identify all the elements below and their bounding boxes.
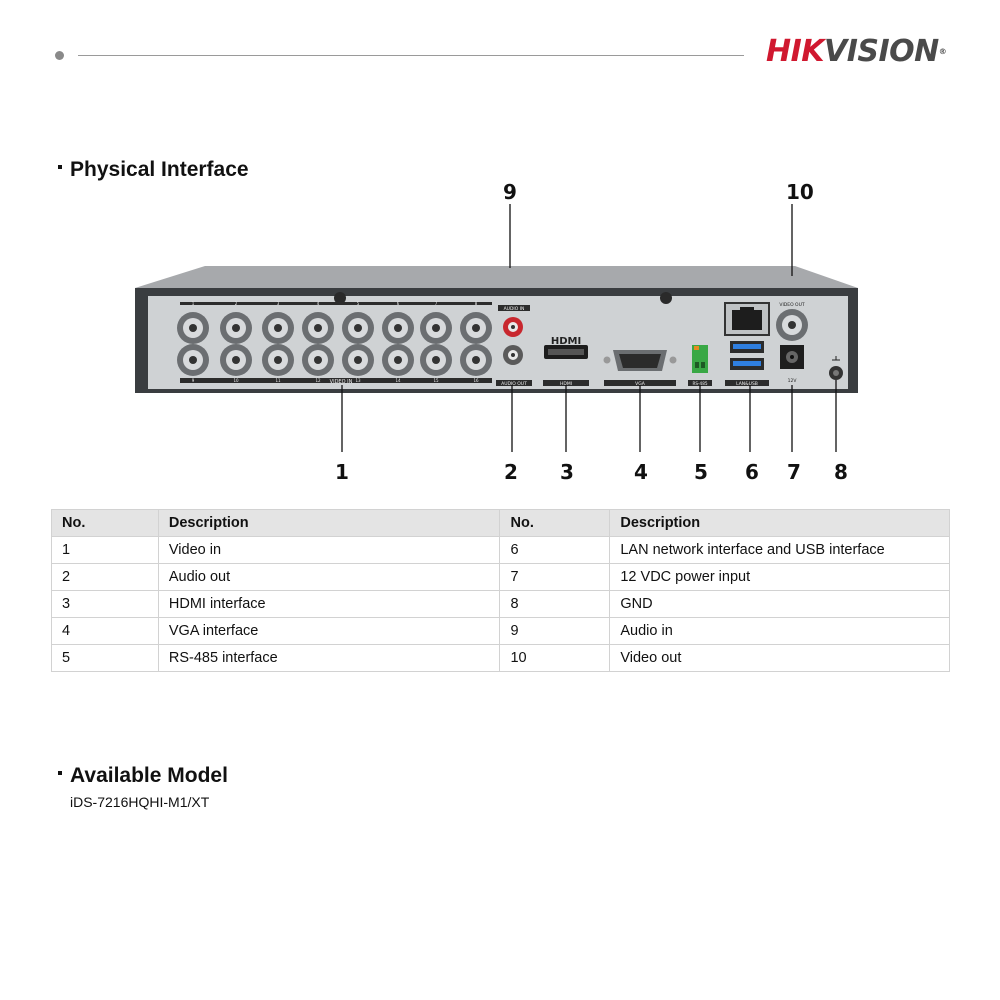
cell-no: 6 [500, 537, 610, 564]
header-description: Description [610, 510, 950, 537]
vga-label: VGA [635, 382, 645, 387]
cell-no: 1 [52, 537, 159, 564]
model-number: iDS-7216HQHI-M1/XT [70, 794, 210, 810]
header-rule [78, 55, 744, 56]
table-row [52, 564, 950, 591]
bnc-connector-icon [220, 312, 252, 344]
bnc-connector-icon [382, 312, 414, 344]
video-in-label: VIDEO IN [329, 379, 353, 385]
callout-6: 6 [745, 460, 759, 484]
callout-10: 10 [786, 180, 814, 204]
header-no: No. [500, 510, 610, 537]
bullet-icon [58, 771, 62, 775]
lan-usb-label: LAN&USB [736, 382, 758, 387]
cell-description: Video out [610, 645, 950, 672]
channel-number-bottom: 9 [191, 378, 195, 383]
cell-description: Audio in [610, 618, 950, 645]
table-header-row [52, 510, 950, 537]
channel-number-top: 2 [234, 301, 238, 306]
cell-no: 8 [500, 591, 610, 618]
dvr-rear-panel-illustration [0, 180, 1000, 490]
available-model-heading [58, 764, 228, 788]
bnc-connector-icon [342, 344, 374, 376]
bnc-connector-icon [302, 344, 334, 376]
hdmi-label: HDMI [559, 382, 573, 387]
audio-in-label: AUDIO IN [503, 307, 525, 312]
bnc-connector-icon [342, 312, 374, 344]
cell-no: 5 [52, 645, 159, 672]
physical-interface-heading [58, 158, 249, 182]
chassis-top [135, 266, 858, 288]
cell-no: 3 [52, 591, 159, 618]
cell-description: LAN network interface and USB interface [610, 537, 950, 564]
bnc-connector-icon [302, 312, 334, 344]
video-out-bnc-icon [776, 309, 808, 341]
rca-audio-in-icon [503, 317, 523, 337]
rs485-label: RS-485 [692, 381, 708, 386]
bnc-connector-icon [262, 312, 294, 344]
lan-port-icon [725, 303, 769, 335]
callout-2: 2 [504, 460, 518, 484]
bnc-connector-icon [420, 344, 452, 376]
channel-number-bottom: 12 [315, 378, 321, 383]
video-in-top-bar [180, 302, 492, 305]
bnc-connector-icon [420, 312, 452, 344]
cell-description: 12 VDC power input [610, 564, 950, 591]
logo-part-red: HIK [766, 34, 825, 69]
header-no: No. [52, 510, 159, 537]
channel-number-bottom: 16 [473, 378, 479, 383]
channel-number-top: 3 [276, 301, 280, 306]
cell-description: VGA interface [158, 618, 500, 645]
header-description: Description [158, 510, 500, 537]
channel-number-top: 6 [396, 301, 400, 306]
cell-no: 4 [52, 618, 159, 645]
header-dot [55, 51, 64, 60]
cell-no: 10 [500, 645, 610, 672]
channel-number-bottom: 10 [233, 378, 239, 383]
usb-port-icon [730, 358, 764, 370]
bnc-connector-icon [177, 312, 209, 344]
cell-description: Audio out [158, 564, 500, 591]
logo-part-gray: VISION [824, 34, 939, 69]
cell-no: 9 [500, 618, 610, 645]
cell-no: 7 [500, 564, 610, 591]
cell-no: 2 [52, 564, 159, 591]
video-out-label: VIDEO OUT [779, 303, 805, 308]
callout-1: 1 [335, 460, 349, 484]
bnc-connector-icon [262, 344, 294, 376]
table-row [52, 591, 950, 618]
bnc-connector-icon [220, 344, 252, 376]
callout-4: 4 [634, 460, 648, 484]
bnc-connector-icon [460, 312, 492, 344]
callout-7: 7 [787, 460, 801, 484]
power-label: 12V [787, 379, 797, 384]
screw-icon [660, 292, 672, 304]
channel-number-bottom: 15 [433, 378, 439, 383]
callout-5: 5 [694, 460, 708, 484]
cell-description: GND [610, 591, 950, 618]
cell-description: HDMI interface [158, 591, 500, 618]
hdmi-port-inner [548, 349, 584, 355]
bnc-connector-icon [382, 344, 414, 376]
channel-number-top: 7 [434, 301, 438, 306]
channel-number-bottom: 11 [275, 378, 281, 383]
power-jack-icon [780, 345, 804, 369]
cell-description: RS-485 interface [158, 645, 500, 672]
table-row [52, 645, 950, 672]
table-row [52, 537, 950, 564]
callout-3: 3 [560, 460, 574, 484]
physical-interface-title: Physical Interface [70, 158, 249, 181]
cell-description: Video in [158, 537, 500, 564]
rs485-terminal-icon [692, 345, 708, 373]
channel-number-top: 1 [191, 301, 195, 306]
audio-out-label: AUDIO OUT [501, 382, 527, 387]
callout-9: 9 [503, 180, 517, 204]
rca-audio-out-icon [503, 345, 523, 365]
hdmi-logo-text: HDMI [550, 336, 582, 347]
bullet-icon [58, 165, 62, 169]
usb-port-icon [730, 341, 764, 353]
channel-number-top: 4 [316, 301, 320, 306]
channel-number-top: 8 [474, 301, 478, 306]
channel-number-top: 5 [356, 301, 360, 306]
hikvision-logo [766, 34, 946, 70]
logo-registered-mark: ® [938, 47, 947, 56]
channel-number-bottom: 13 [355, 378, 361, 383]
bnc-connector-icon [460, 344, 492, 376]
bnc-connector-icon [177, 344, 209, 376]
table-row [52, 618, 950, 645]
callout-8: 8 [834, 460, 848, 484]
interface-table [51, 509, 950, 672]
available-model-title: Available Model [70, 764, 228, 787]
channel-number-bottom: 14 [395, 378, 401, 383]
